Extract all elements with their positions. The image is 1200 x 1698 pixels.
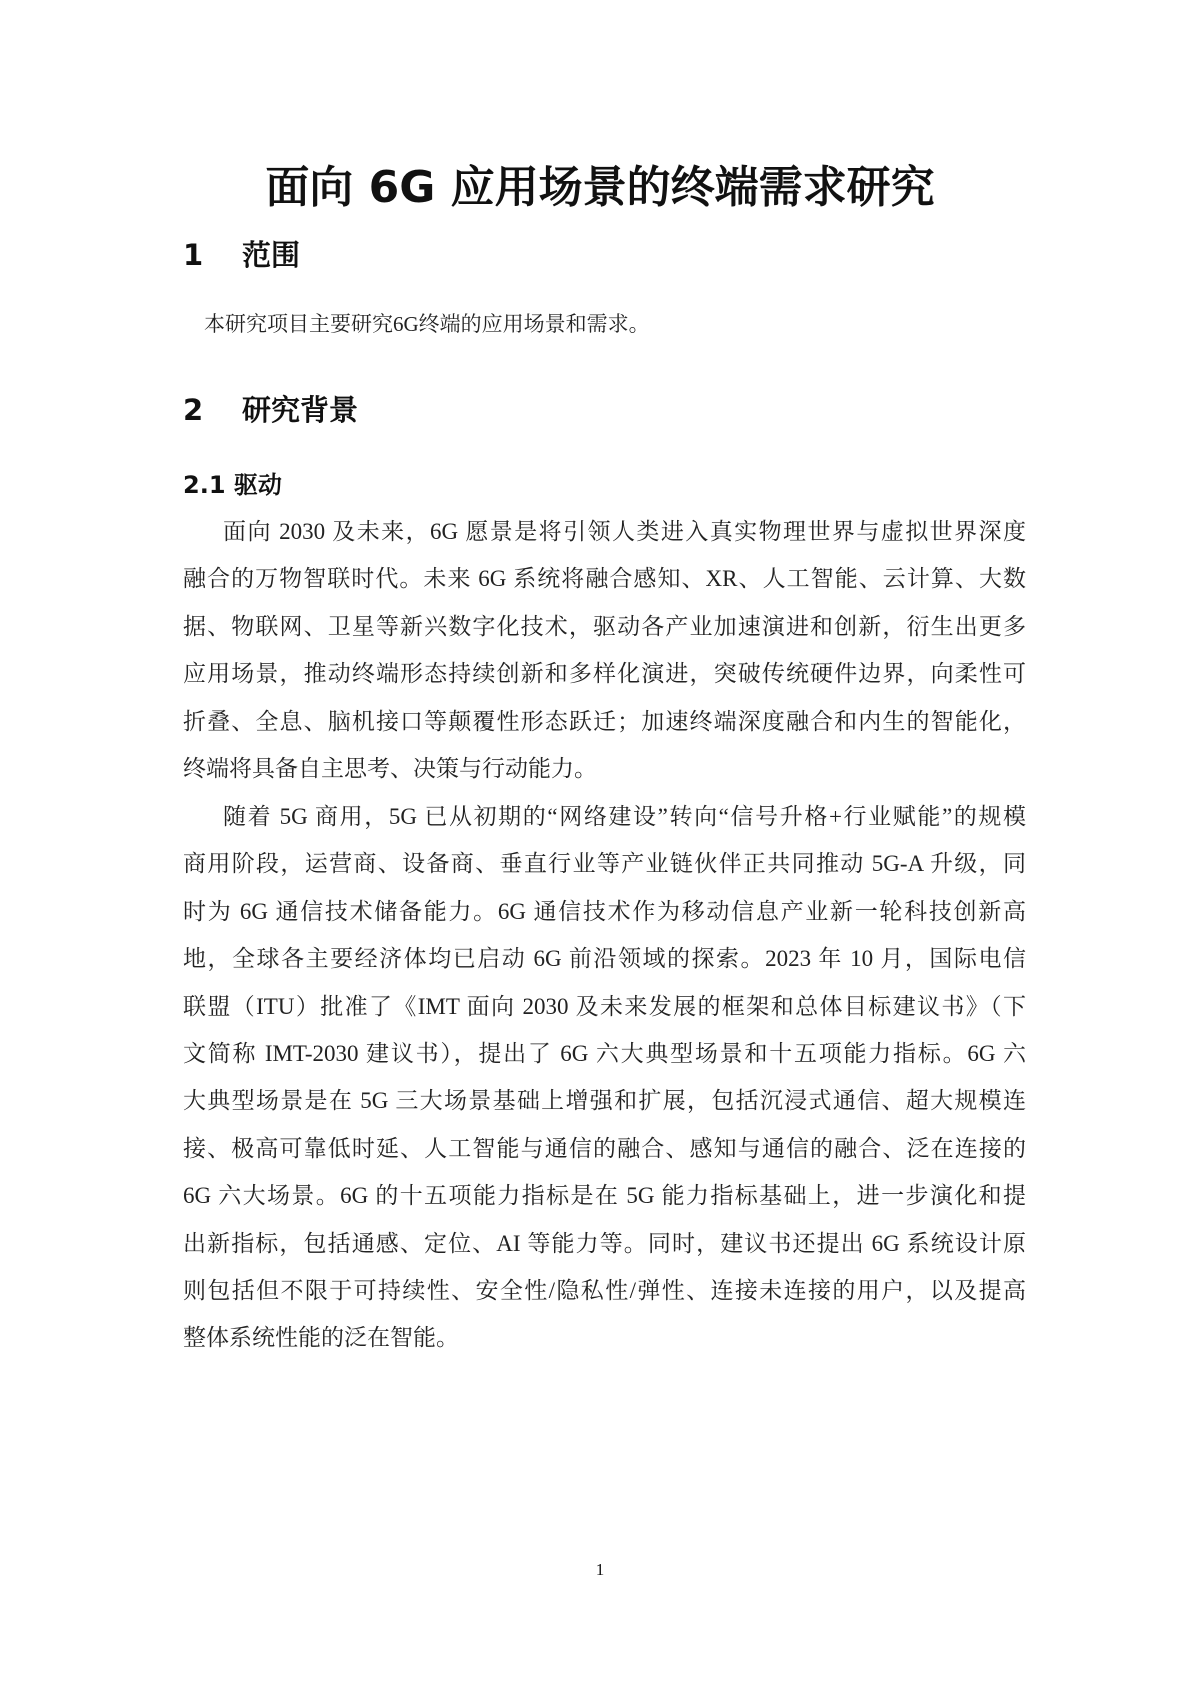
section-heading-background <box>183 390 358 430</box>
section-heading-scope <box>183 235 300 275</box>
paragraph-line: 时为 6G 通信技术储备能力。6G 通信技术作为移动信息产业新一轮科技创新高 <box>183 898 1026 924</box>
paragraph-line: 整体系统性能的泛在智能。 <box>183 1325 459 1351</box>
section-number: 2 <box>183 393 204 427</box>
scope-text: 本研究项目主要研究6G终端的应用场景和需求。 <box>204 312 650 336</box>
paragraph-line: 融合的万物智联时代。未来 6G 系统将融合感知、XR、人工智能、云计算、大数 <box>183 566 1026 592</box>
paragraph-line: 应用场景，推动终端形态持续创新和多样化演进，突破传统硬件边界，向柔性可 <box>183 661 1026 687</box>
paragraph-line: 折叠、全息、脑机接口等颠覆性形态跃迁；加速终端深度融合和内生的智能化， <box>183 708 1026 734</box>
paragraph-5g-to-6g <box>183 793 1026 1362</box>
paragraph-line: 接、极高可靠低时延、人工智能与通信的融合、感知与通信的融合、泛在连接的 <box>183 1135 1026 1161</box>
subsection-title: 驱动 <box>233 471 282 499</box>
paragraph-line: 出新指标，包括通感、定位、AI 等能力等。同时，建议书还提出 6G 系统设计原 <box>183 1230 1026 1256</box>
section-title: 研究背景 <box>242 393 359 427</box>
paragraph-line: 大典型场景是在 5G 三大场景基础上增强和扩展，包括沉浸式通信、超大规模连 <box>183 1088 1026 1114</box>
section-title: 范围 <box>242 238 301 272</box>
paragraph-line: 文简称 IMT-2030 建议书），提出了 6G 六大典型场景和十五项能力指标。6G 六 <box>183 1040 1026 1066</box>
page-number: 1 <box>595 1560 605 1579</box>
paragraph-vision <box>183 508 1026 792</box>
section-number: 1 <box>183 238 204 272</box>
subsection-heading-drivers <box>183 468 282 502</box>
document-title: 面向 6G 应用场景的终端需求研究 <box>265 162 935 213</box>
paragraph-line: 6G 六大场景。6G 的十五项能力指标是在 5G 能力指标基础上，进一步演化和提 <box>183 1183 1026 1209</box>
paragraph-line: 终端将具备自主思考、决策与行动能力。 <box>183 755 597 781</box>
paragraph-line: 面向 2030 及未来，6G 愿景是将引领人类进入真实物理世界与虚拟世界深度 <box>223 519 1026 544</box>
paragraph-line: 联盟（ITU）批准了《IMT 面向 2030 及未来发展的框架和总体目标建议书》（下 <box>183 993 1026 1019</box>
subsection-number: 2.1 <box>183 471 226 499</box>
paragraph-line: 商用阶段，运营商、设备商、垂直行业等产业链伙伴正共同推动 5G-A 升级，同 <box>183 851 1026 877</box>
paragraph-line: 随着 5G 商用，5G 已从初期的“网络建设”转向“信号升格+行业赋能”的规模 <box>223 804 1026 829</box>
paragraph-line: 地，全球各主要经济体均已启动 6G 前沿领域的探索。2023 年 10 月，国际电信 <box>183 946 1026 972</box>
paragraph-line: 则包括但不限于可持续性、安全性/隐私性/弹性、连接未连接的用户，以及提高 <box>183 1277 1026 1303</box>
paragraph-line: 据、物联网、卫星等新兴数字化技术，驱动各产业加速演进和创新，衍生出更多 <box>183 613 1026 639</box>
